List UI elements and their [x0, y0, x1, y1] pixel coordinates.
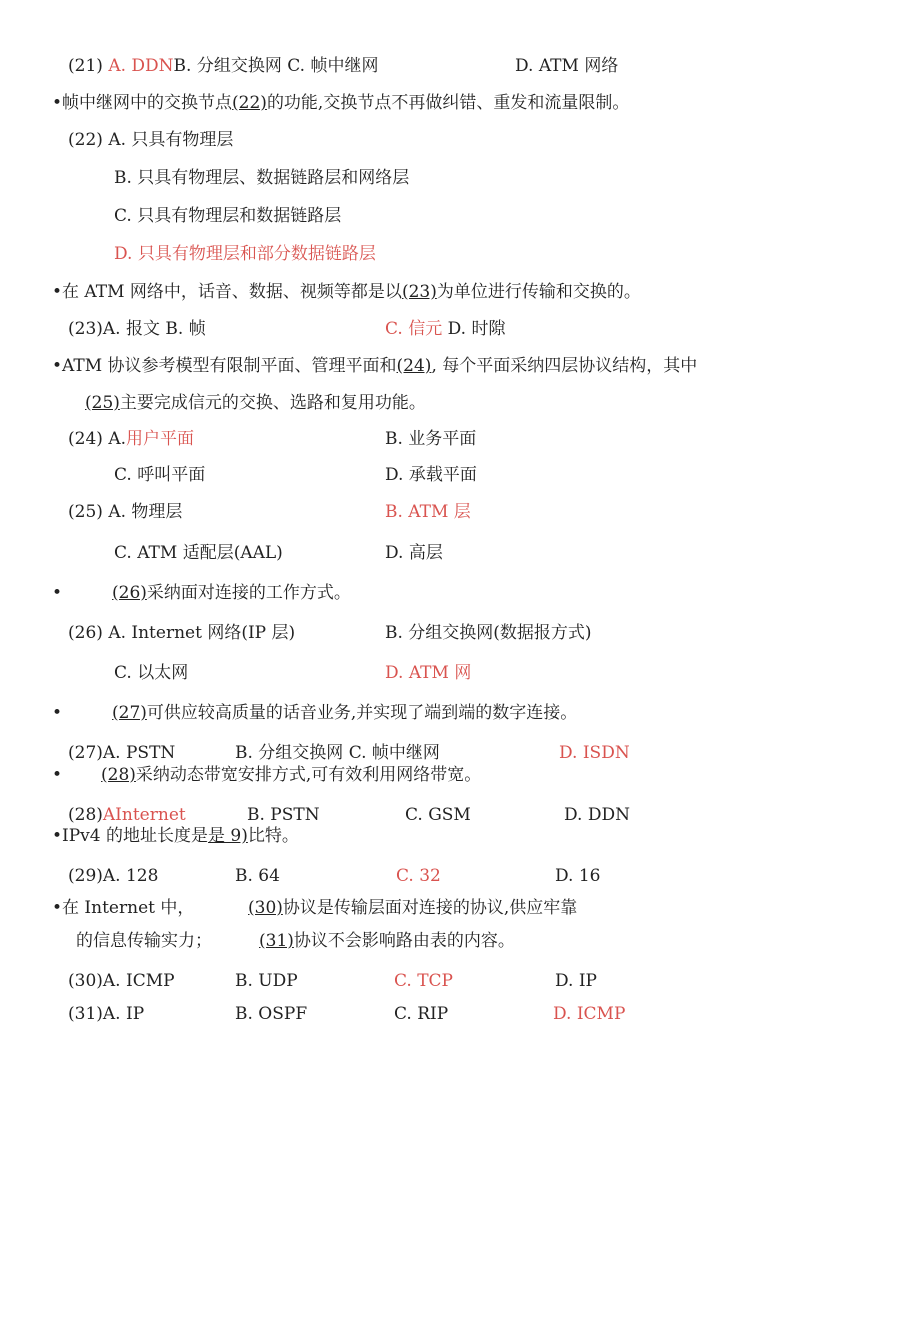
q30-option-c: C. TCP — [394, 971, 453, 991]
q31-num: (31) — [68, 1004, 103, 1024]
blank-23: (23) — [401, 282, 437, 302]
q28-option-d: D. DDN — [564, 805, 630, 825]
blank-24: (24) — [396, 356, 432, 376]
q21-options — [68, 55, 378, 77]
q25-option-a-line — [68, 501, 182, 523]
q22-num: (22) — [68, 130, 103, 150]
bullet: • — [52, 356, 63, 376]
q28-option-a: AInternet — [102, 805, 186, 825]
q26-option-a: A. Internet 网络(IP 层) — [108, 623, 296, 643]
question-30-stem-start: •在 Internet 中， — [52, 898, 195, 918]
q28-option-b: B. PSTN — [247, 805, 320, 825]
question-25-stem: (25)主要完成信元的交换、选路和复用功能。 — [85, 393, 426, 413]
q25-option-b: B. ATM 层 — [385, 502, 471, 522]
q24-num: (24) — [68, 429, 103, 449]
q22-option-a-line — [68, 129, 233, 151]
q31-option-a-line — [68, 1003, 144, 1025]
q26-option-c: C. 以太网 — [114, 663, 189, 683]
q27-option-d: D. ISDN — [559, 743, 630, 763]
question-30-stem: (30)协议是传输层面对连接的协议,供应牢靠 — [248, 898, 578, 918]
blank-28: (28) — [101, 765, 136, 785]
question-27-stem: (27)可供应较高质量的话音业务,并实现了端到端的数字连接。 — [112, 703, 578, 723]
q31-option-d: D. ICMP — [553, 1004, 626, 1024]
question-30-stem-cont: 的信息传输实力； — [76, 931, 212, 951]
q23-num: (23) — [68, 319, 103, 339]
q27-option-a-line — [68, 742, 175, 764]
blank-22: (22) — [232, 93, 267, 113]
bullet: • — [52, 583, 63, 603]
q29-option-a: A. 128 — [102, 866, 159, 886]
q27-option-c: C. 帧中继网 — [348, 743, 440, 763]
blank-27: (27) — [112, 703, 147, 723]
q23-option-d: D. 时隙 — [447, 319, 506, 339]
q31-option-b: B. OSPF — [235, 1004, 308, 1024]
q30-num: (30) — [68, 971, 103, 991]
q23-options-right — [385, 318, 505, 340]
q31-option-a: A. IP — [102, 1004, 145, 1024]
q23-option-b: B. 帧 — [165, 319, 206, 339]
question-22-stem: •帧中继网中的交换节点(22)的功能,交换节点不再做纠错、重发和流量限制。 — [52, 93, 630, 113]
q30-option-a-line — [68, 970, 175, 992]
q31-option-c: C. RIP — [394, 1004, 449, 1024]
bullet: • — [52, 898, 63, 918]
q27-option-a: A. PSTN — [102, 743, 176, 763]
q24-option-c: C. 呼叫平面 — [114, 465, 206, 485]
q21-option-d: D. ATM 网络 — [515, 56, 619, 76]
bullet: • — [52, 282, 63, 302]
blank-30: (30) — [248, 898, 283, 918]
q23-option-a: A. 报文 — [102, 319, 160, 339]
q24-option-d: D. 承载平面 — [385, 465, 477, 485]
q29-option-a-line — [68, 865, 158, 887]
q25-option-d: D. 高层 — [385, 543, 443, 563]
bullet: • — [52, 703, 63, 723]
q27-options-bc — [235, 742, 440, 764]
q22-option-c: C. 只具有物理层和数据链路层 — [114, 206, 342, 226]
bullet: • — [52, 93, 63, 113]
question-26-stem: (26)采纳面对连接的工作方式。 — [112, 583, 351, 603]
bullet: • — [52, 765, 63, 785]
q21-option-b: B. 分组交换网 — [173, 56, 282, 76]
q25-option-c: C. ATM 适配层(AAL) — [114, 543, 283, 563]
blank-25: (25) — [85, 393, 120, 413]
q26-option-d: D. ATM 网 — [385, 663, 472, 683]
q25-option-a: A. 物理层 — [108, 502, 183, 522]
question-31-stem: (31)协议不会影响路由表的内容。 — [259, 931, 515, 951]
q23-options-left — [68, 318, 206, 340]
q28-option-c: C. GSM — [405, 805, 471, 825]
q29-option-c: C. 32 — [396, 866, 441, 886]
q25-num: (25) — [68, 502, 103, 522]
q30-option-b: B. UDP — [235, 971, 298, 991]
q24-option-b: B. 业务平面 — [385, 429, 477, 449]
q30-option-d: D. IP — [555, 971, 597, 991]
q28-option-a-line — [68, 804, 186, 826]
q24-option-a-line — [68, 428, 194, 450]
q23-option-c: C. 信元 — [385, 319, 443, 339]
q27-option-b: B. 分组交换网 — [235, 743, 344, 763]
question-23-stem: •在 ATM 网络中，话音、数据、视频等都是以(23)为单位进行传输和交换的。 — [52, 282, 641, 302]
q26-num: (26) — [68, 623, 103, 643]
q29-num: (29) — [68, 866, 103, 886]
q21-num: (21) — [68, 56, 103, 76]
blank-31: (31) — [259, 931, 294, 951]
q24-option-a: 用户平面 — [126, 429, 194, 449]
q26-option-a-line — [68, 622, 295, 644]
q22-option-a: A. 只具有物理层 — [108, 130, 234, 150]
question-29-stem: •IPv4 的地址长度是是 9)比特。 — [52, 826, 299, 846]
q26-option-b: B. 分组交换网(数据报方式) — [385, 623, 592, 643]
blank-29: 是 9) — [208, 826, 248, 846]
q21-option-c: C. 帧中继网 — [287, 56, 379, 76]
bullet: • — [52, 826, 63, 846]
question-28-stem: (28)采纳动态带宽安排方式,可有效利用网络带宽。 — [101, 765, 482, 785]
q22-option-d: D. 只具有物理层和部分数据链路层 — [114, 244, 376, 264]
question-24-stem: •ATM 协议参考模型有限制平面、管理平面和(24), 每个平面采纳四层协议结构，其中 — [52, 356, 698, 376]
q29-option-d: D. 16 — [555, 866, 601, 886]
q27-num: (27) — [68, 743, 103, 763]
q24-option-a-letter: A. — [108, 429, 126, 449]
blank-26: (26) — [112, 583, 147, 603]
q30-option-a: A. ICMP — [102, 971, 175, 991]
q29-option-b: B. 64 — [235, 866, 280, 886]
q28-num: (28) — [68, 805, 103, 825]
q22-option-b: B. 只具有物理层、数据链路层和网络层 — [114, 168, 410, 188]
q21-option-a: A. DDN — [108, 56, 174, 76]
